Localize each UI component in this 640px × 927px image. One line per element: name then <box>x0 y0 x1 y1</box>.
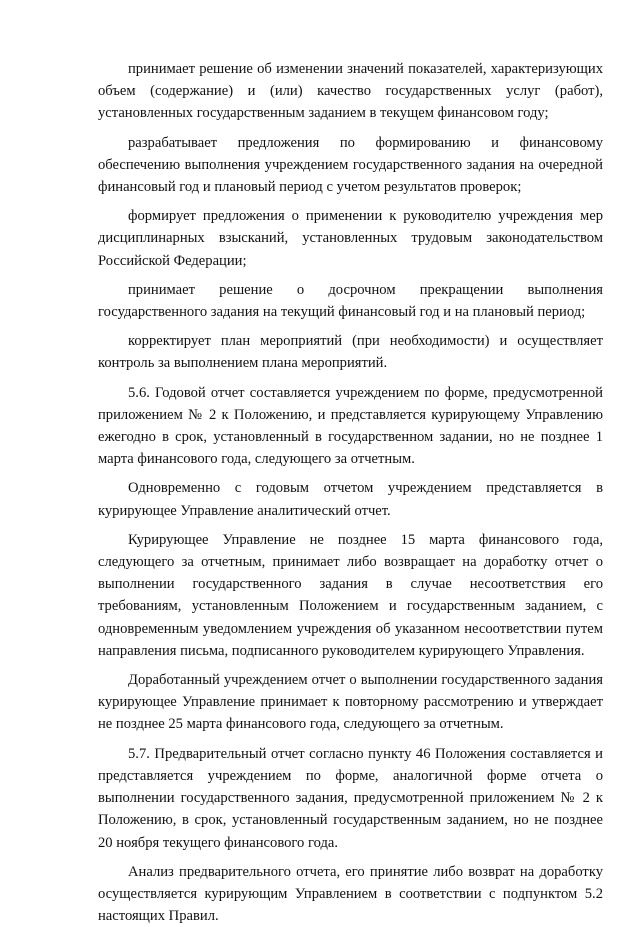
paragraph-1: принимает решение об изменении значений показателей, характеризующих объем (содержание) и (или) качество государственных услуг (работ), установленных государственным заданием в текущем финансовом году; <box>98 61 603 122</box>
paragraph-5: корректирует план мероприятий (при необходимости) и осуществляет контроль за выполнением плана мероприятий. <box>98 333 603 372</box>
paragraph-3: формирует предложения о применении к руководителю учреждения мер дисциплинарных взысканий, установленных трудовым законодательством Российской Федерации; <box>98 208 603 269</box>
paragraph-8: Курирующее Управление не позднее 15 марта финансового года, следующего за отчетным, принимает либо возвращает на доработку отчет о выполнении государственного задания в случае несоответствия его требованиям, установленным Положением и государственным заданием, с одновременным уведомлением учреждения об указанном несоответствии путем направления письма, подписанного руководителем курирующего Управления. <box>98 531 603 659</box>
paragraph-2: разрабатывает предложения по формированию и финансовому обеспечению выполнения учреждением государственного задания на очередной финансовый год и плановый период с учетом результатов проверок; <box>98 134 603 196</box>
paragraph-10: 5.7. Предварительный отчет согласно пункту 46 Положения составляется и представляется учреждением по форме, аналогичной форме отчета о выполнении государственного задания, предусмотренной приложением № 2 к Положению, в срок, установленный государственным заданием, но не позднее 20 ноября текущего финансового года. <box>98 745 603 851</box>
paragraph-4: принимает решение о досрочном прекращении выполнения государственного задания на текущий финансовый год и на плановый период; <box>98 281 603 321</box>
paragraph-6: 5.6. Годовой отчет составляется учреждением по форме, предусмотренной приложением № 2 к Положению, и представляется курирующему Управлению ежегодно в срок, установленный в государственном задании, но не позднее 1 марта финансового года, следующего за отчетным. <box>98 384 603 468</box>
paragraph-9: Доработанный учреждением отчет о выполнении государственного задания курирующее Управление принимает к повторному рассмотрению и утверждает не позднее 25 марта финансового года, следующего за отчетным. <box>98 672 603 733</box>
document-page <box>98 58 603 927</box>
paragraph-7: Одновременно с годовым отчетом учреждением представляется в курирующее Управление аналитический отчет. <box>98 480 603 519</box>
paragraph-11: Анализ предварительного отчета, его принятие либо возврат на доработку осуществляется курирующим Управлением в соответствии с подпунктом 5.2 настоящих Правил. <box>98 863 603 925</box>
